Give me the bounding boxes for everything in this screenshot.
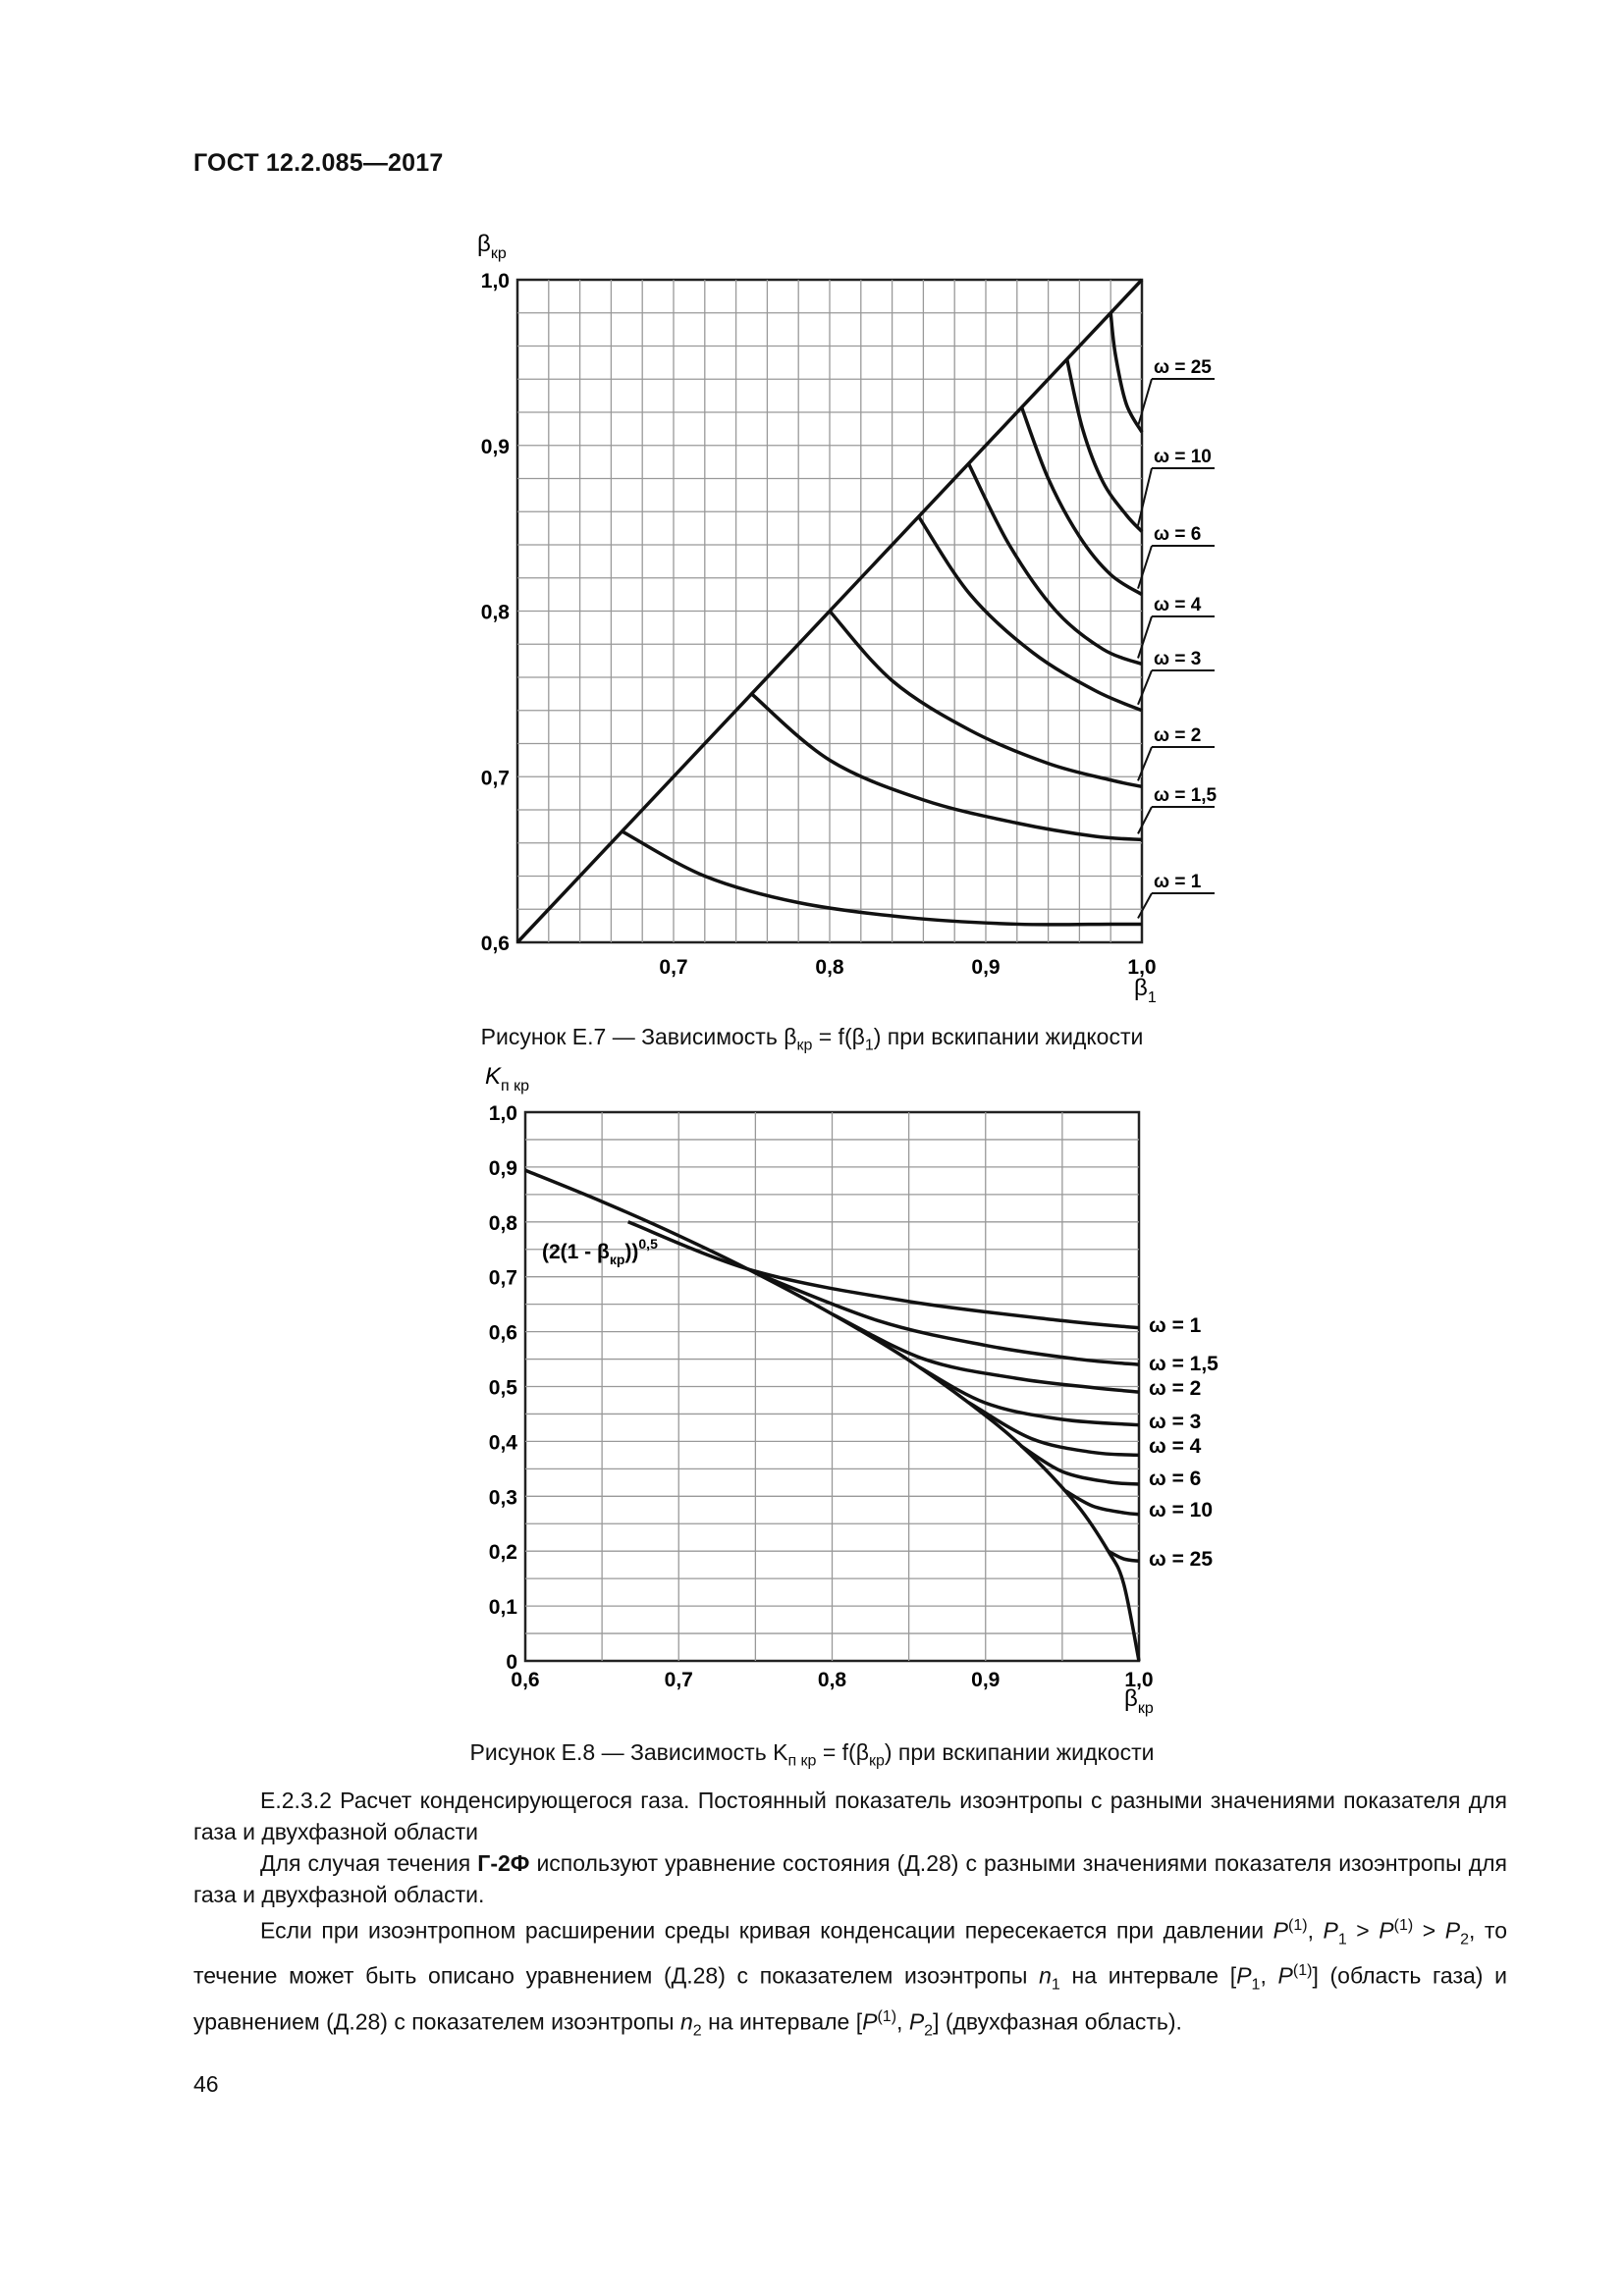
f8-omega-label: ω = 10 bbox=[1149, 1499, 1214, 1522]
f8-x-tick-label: 0,9 bbox=[971, 1669, 1001, 1691]
f8-y-axis-label: $K_{п кр}$ bbox=[485, 1063, 530, 1095]
f8-y-tick-label: 1,0 bbox=[488, 1102, 517, 1125]
f7-y-axis-label: $\beta_{кр}$ bbox=[477, 231, 507, 262]
f7-omega-label: ω = 25 bbox=[1154, 357, 1212, 378]
f8-y-tick-label: 0,8 bbox=[488, 1211, 517, 1235]
paragraph-condensation: Если при изоэнтропном расширении среды кривая конденсации пересекается при давлении $P^{(1)}$, $P_1 > P^{(1)} > P_2$, то течение может быть описано уравнением (Д.28) с показателем изоэнтропы $n_1$ на интервале [$P_1$, $P^{(1)}$] (область газа) и уравнением (Д.28) с показателем изоэнтропы $n_2$ на интервале [$P^{(1)}$, $P_2$] (двухфазная область). bbox=[193, 1917, 1507, 2039]
figure-e8-caption: Рисунок Е.8 — Зависимость $K_{п кр} = f(\beta_{кр})$ при вскипании жидкости bbox=[469, 1739, 1155, 1770]
f8-y-tick-label: 0,1 bbox=[488, 1596, 517, 1620]
f8-x-axis-label: $\beta_{кр}$ bbox=[1124, 1685, 1154, 1717]
f8-y-tick-label: 0,7 bbox=[488, 1266, 517, 1290]
f8-omega-label: ω = 4 bbox=[1149, 1435, 1202, 1458]
f8-omega-label: ω = 3 bbox=[1149, 1411, 1202, 1433]
f8-curve-4 bbox=[920, 1367, 1139, 1425]
f8-y-tick-label: 0,6 bbox=[488, 1321, 517, 1345]
f8-y-tick-label: 0,5 bbox=[488, 1376, 517, 1400]
f7-y-tick-label: 0,9 bbox=[480, 435, 510, 458]
figure-e7-caption: Рисунок Е.7 — Зависимость $\beta_{кр} = f(\beta_1)$ при вскипании жидкости bbox=[480, 1024, 1144, 1054]
paragraph-e232: Е.2.3.2 Расчет конденсирующегося газа. Постоянный показатель изоэнтропы с разными значениями показателя для газа и двухфазной области bbox=[193, 1788, 1507, 1844]
f8-curve-5 bbox=[969, 1403, 1139, 1456]
f7-omega-label: ω = 6 bbox=[1154, 524, 1202, 545]
f8-omega-label: ω = 1 bbox=[1149, 1314, 1202, 1337]
paragraph-g2f: Для случая течения Г-2Ф используют уравнение состояния (Д.28) с разными значениями показателя изоэнтропы для газа и двухфазной области. bbox=[193, 1850, 1507, 1907]
f7-y-tick-label: 0,6 bbox=[480, 933, 510, 955]
f8-x-tick-label: 0,6 bbox=[511, 1669, 540, 1691]
document-code-header: ГОСТ 12.2.085—2017 bbox=[193, 149, 444, 177]
f8-y-tick-label: 0,3 bbox=[488, 1486, 517, 1510]
f8-y-tick-label: 0,9 bbox=[488, 1156, 517, 1180]
f8-x-tick-label: 0,7 bbox=[664, 1669, 693, 1691]
f8-omega-label: ω = 25 bbox=[1149, 1548, 1214, 1571]
f7-omega-label: ω = 1,5 bbox=[1154, 785, 1218, 806]
f7-omega-label: ω = 2 bbox=[1154, 725, 1202, 746]
f7-omega-label: ω = 4 bbox=[1154, 595, 1202, 615]
f8-curve-2 bbox=[755, 1273, 1139, 1364]
f7-omega-label: ω = 10 bbox=[1154, 447, 1212, 467]
f8-y-tick-label: 0,4 bbox=[488, 1431, 517, 1455]
f8-y-tick-label: 0 bbox=[506, 1651, 517, 1674]
f7-x-tick-label: 0,7 bbox=[659, 956, 688, 979]
f8-omega-label: ω = 2 bbox=[1149, 1377, 1202, 1400]
page-number: 46 bbox=[193, 2071, 219, 2097]
f7-x-tick-label: 0,9 bbox=[971, 956, 1001, 979]
f8-curve-annotation: $(2(1 - \beta_{кр}))^{0,5}$ bbox=[542, 1236, 658, 1267]
f7-omega-label: ω = 3 bbox=[1154, 649, 1202, 669]
f8-x-tick-label: 1,0 bbox=[1124, 1669, 1154, 1691]
f8-omega-label: ω = 6 bbox=[1149, 1468, 1202, 1490]
f8-y-tick-label: 0,2 bbox=[488, 1541, 517, 1565]
f7-omega-label: ω = 1 bbox=[1154, 872, 1202, 892]
f8-omega-label: ω = 1,5 bbox=[1149, 1353, 1218, 1375]
f7-x-tick-label: 1,0 bbox=[1127, 956, 1157, 979]
f7-y-tick-label: 1,0 bbox=[480, 270, 510, 293]
f7-y-tick-label: 0,7 bbox=[480, 767, 510, 790]
body-text bbox=[193, 1785, 1507, 2047]
f7-y-tick-label: 0,8 bbox=[480, 601, 510, 624]
f7-x-axis-label: $\beta_1$ bbox=[1134, 975, 1157, 1006]
f8-x-tick-label: 0,8 bbox=[817, 1669, 847, 1691]
f7-x-tick-label: 0,8 bbox=[815, 956, 844, 979]
